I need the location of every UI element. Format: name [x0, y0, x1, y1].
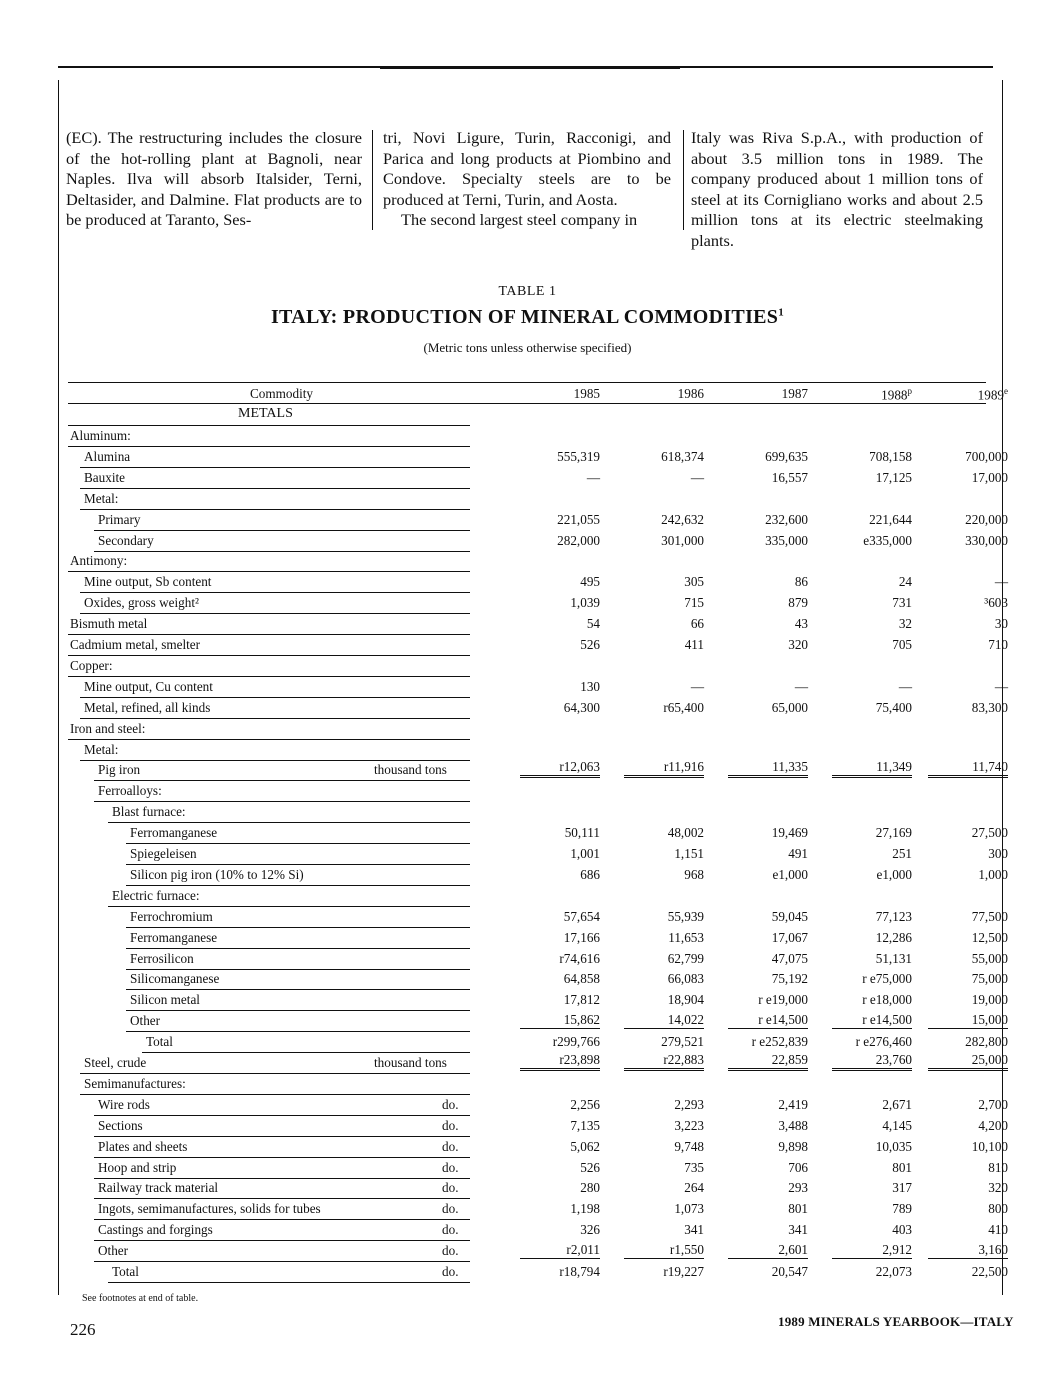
cell-value: 411 — [684, 637, 704, 652]
cell-value: 15,000 — [928, 1012, 1008, 1029]
cell-value: 55,939 — [667, 908, 704, 924]
cell-value: 341 — [788, 1222, 808, 1238]
row-label: Alumina — [84, 448, 131, 464]
row-label: Other — [98, 1243, 129, 1259]
table-row — [68, 677, 1008, 698]
header-year: 1986 — [677, 386, 704, 401]
header-year: 1988$^p$ — [881, 386, 912, 403]
cell-value: e1,000 — [876, 866, 912, 882]
row-unit: do. — [442, 1117, 459, 1133]
header-commodity: Commodity — [250, 386, 314, 401]
table-footnote: See footnotes at end of table. — [82, 1293, 199, 1304]
running-head: 1989 MINERALS YEARBOOK—ITALY — [778, 1314, 1014, 1329]
row-label: Electric furnace: — [112, 887, 200, 903]
cell-value: 2,256 — [570, 1096, 600, 1112]
cell-value: r e14,500 — [832, 1012, 912, 1029]
cell-value: r22,883 — [624, 1052, 704, 1071]
cell-value: 715 — [684, 595, 704, 611]
cell-value: 86 — [794, 574, 808, 590]
row-label: Copper: — [70, 657, 113, 673]
cell-value: r e75,000 — [862, 971, 912, 987]
table-row — [68, 551, 988, 572]
row-unit: do. — [442, 1264, 459, 1279]
cell-value: r2,011 — [520, 1242, 600, 1259]
cell-value: 77,123 — [875, 908, 912, 924]
cell-value: 495 — [580, 574, 600, 590]
column-divider — [372, 130, 373, 230]
table-row — [68, 1095, 1008, 1116]
row-label: Silicomanganese — [130, 971, 220, 987]
row-label: Plates and sheets — [98, 1138, 188, 1154]
cell-value: 221,644 — [869, 511, 912, 527]
table-row — [68, 489, 988, 510]
cell-value: 2,700 — [978, 1096, 1008, 1112]
cell-value: 282,000 — [557, 532, 600, 548]
cell-value: 618,374 — [661, 448, 704, 464]
row-label: Metal: — [84, 741, 119, 757]
table-row — [68, 802, 988, 823]
cell-value: 83,300 — [971, 699, 1008, 715]
row-label: Spiegeleisen — [130, 846, 197, 861]
cell-value: 27,500 — [971, 825, 1008, 841]
cell-value: 64,300 — [563, 699, 600, 715]
cell-value: r e19,000 — [758, 992, 808, 1008]
cell-value: 280 — [580, 1180, 600, 1196]
row-unit: do. — [442, 1096, 459, 1112]
cell-value: 18,904 — [667, 992, 704, 1008]
row-label: Ferromanganese — [130, 929, 218, 945]
cell-value: 305 — [684, 574, 704, 590]
cell-value: 11,653 — [668, 929, 704, 945]
cell-value: r65,400 — [663, 699, 704, 715]
row-unit: do. — [442, 1159, 459, 1175]
table-row — [68, 823, 1008, 844]
table-row — [68, 635, 1008, 656]
cell-value: 57,654 — [563, 908, 600, 924]
cell-value: 491 — [788, 846, 808, 861]
header-top-rule — [68, 382, 986, 383]
cell-value: 55,000 — [971, 950, 1008, 966]
page-number: 226 — [70, 1320, 96, 1339]
cell-value: 330,000 — [965, 532, 1008, 548]
table-row — [68, 468, 1008, 489]
row-label: Aluminum: — [70, 428, 131, 443]
cell-value: — — [994, 678, 1008, 694]
cell-value: 66 — [690, 616, 704, 632]
cell-value: 11,335 — [728, 759, 808, 778]
row-rule — [108, 1282, 470, 1283]
cell-value: 800 — [988, 1201, 1008, 1217]
cell-value: 2,419 — [778, 1096, 808, 1112]
left-margin-line — [58, 80, 59, 1295]
cell-value: 66,083 — [667, 971, 704, 987]
cell-value: 7,135 — [570, 1117, 600, 1133]
table-row — [68, 907, 1008, 928]
cell-value: 130 — [580, 678, 600, 694]
cell-value: r18,794 — [559, 1264, 600, 1279]
cell-value: 22,073 — [875, 1264, 912, 1279]
row-label: Secondary — [98, 532, 154, 548]
row-label: Total — [112, 1264, 139, 1279]
cell-value: 75,192 — [771, 971, 808, 987]
cell-value: 17,166 — [563, 929, 600, 945]
cell-value: 10,100 — [971, 1138, 1008, 1154]
cell-value: 699,635 — [765, 448, 808, 464]
cell-value: 526 — [580, 1159, 600, 1175]
table-row — [68, 593, 1008, 614]
cell-value: 3,488 — [778, 1117, 808, 1133]
cell-value: 59,045 — [771, 908, 808, 924]
cell-value: 708,158 — [869, 448, 912, 464]
cell-value: 16,557 — [771, 469, 808, 485]
cell-value: 1,198 — [570, 1201, 600, 1217]
cell-value: 968 — [684, 866, 704, 882]
row-label: Railway track material — [98, 1180, 219, 1196]
cell-value: 4,145 — [882, 1117, 912, 1133]
cell-value: 11,740 — [928, 759, 1008, 778]
cell-value: — — [994, 574, 1008, 590]
table-row — [68, 1178, 1008, 1199]
cell-value: — — [690, 678, 704, 694]
cell-value: 54 — [586, 616, 600, 632]
cell-value: 731 — [892, 595, 912, 611]
table-row — [68, 1220, 1008, 1241]
table-label: TABLE 1 — [498, 284, 557, 299]
row-label: Cadmium metal, smelter — [70, 637, 201, 652]
cell-value: — — [794, 678, 808, 694]
cell-value: e1,000 — [772, 866, 808, 882]
row-label: Steel, crude — [84, 1055, 147, 1070]
section-metals: METALS — [238, 406, 293, 421]
cell-value: 17,000 — [971, 469, 1008, 485]
table-title: ITALY: PRODUCTION OF MINERAL COMMODITIES$^1$ — [270, 306, 785, 328]
cell-value: 19,469 — [771, 825, 808, 841]
cell-value: 9,748 — [674, 1138, 704, 1154]
cell-value: 341 — [684, 1222, 704, 1238]
row-label: Hoop and strip — [98, 1159, 177, 1175]
table-row — [68, 865, 1008, 886]
cell-value: 410 — [988, 1222, 1008, 1238]
table-row — [68, 990, 1008, 1011]
cell-value: 320 — [788, 637, 808, 652]
row-label: Sections — [98, 1117, 143, 1133]
cell-value: 279,521 — [661, 1034, 704, 1050]
row-label: Pig iron — [98, 762, 141, 778]
row-label: Ferrosilicon — [130, 950, 194, 966]
row-label: Silicon pig iron (10% to 12% Si) — [130, 866, 304, 882]
cell-value: 2,601 — [728, 1242, 808, 1259]
cell-value: 282,800 — [965, 1034, 1008, 1050]
cell-value: 22,500 — [971, 1264, 1008, 1279]
row-unit: thousand tons — [374, 1055, 447, 1070]
table-row — [68, 1052, 1008, 1074]
cell-value: 335,000 — [765, 532, 808, 548]
cell-value: 320 — [988, 1180, 1008, 1196]
row-label: Ferromanganese — [130, 825, 218, 841]
cell-value: r e276,460 — [855, 1034, 912, 1050]
table-row — [68, 510, 1008, 531]
cell-value: 30 — [994, 616, 1008, 632]
table-row — [68, 1241, 1008, 1262]
cell-value: 801 — [892, 1159, 912, 1175]
cell-value: 15,862 — [520, 1012, 600, 1029]
cell-value: 51,131 — [875, 950, 912, 966]
cell-value: 317 — [892, 1180, 912, 1196]
cell-value: 47,075 — [771, 950, 808, 966]
row-label: Iron and steel: — [70, 720, 146, 736]
cell-value: 3,223 — [674, 1117, 704, 1133]
cell-value: 17,812 — [563, 992, 600, 1008]
cell-value: 32 — [898, 616, 912, 632]
table-row — [68, 740, 988, 761]
cell-value: 24 — [898, 574, 912, 590]
cell-value: r23,898 — [520, 1052, 600, 1071]
cell-value: 801 — [788, 1201, 808, 1217]
cell-value: 12,286 — [875, 929, 912, 945]
cell-value: 9,898 — [778, 1138, 808, 1154]
cell-value: 11,349 — [832, 759, 912, 778]
cell-value: 242,632 — [661, 511, 704, 527]
cell-value: 251 — [892, 846, 912, 861]
row-unit: do. — [442, 1138, 459, 1154]
row-label: Total — [146, 1034, 173, 1050]
table-row — [68, 928, 1008, 949]
cell-value: 75,400 — [875, 699, 912, 715]
cell-value: 1,001 — [570, 846, 600, 861]
cell-value: r74,616 — [559, 950, 600, 966]
table-row — [68, 759, 1008, 781]
row-label: Ferroalloys: — [98, 783, 162, 799]
cell-value: — — [898, 678, 912, 694]
row-unit: do. — [442, 1222, 459, 1238]
table-row — [68, 426, 988, 447]
cell-value: ³603 — [984, 595, 1008, 611]
table-row — [68, 886, 988, 907]
cell-value: 14,022 — [624, 1012, 704, 1029]
cell-value: 2,293 — [674, 1096, 704, 1112]
table-subtitle: (Metric tons unless otherwise specified) — [423, 340, 632, 355]
cell-value: 12,500 — [971, 929, 1008, 945]
header-year: 1989e — [977, 386, 1008, 403]
table-row — [68, 781, 988, 802]
row-label: Metal, refined, all kinds — [84, 699, 211, 715]
cell-value: — — [690, 469, 704, 485]
cell-value: 19,000 — [971, 992, 1008, 1008]
table-row — [68, 1158, 1008, 1179]
row-label: Antimony: — [70, 553, 128, 569]
cell-value: r e18,000 — [862, 992, 912, 1008]
cell-value: 1,151 — [674, 846, 704, 861]
cell-value: 17,067 — [771, 929, 808, 945]
row-unit: do. — [442, 1243, 459, 1259]
cell-value: 700,000 — [965, 448, 1008, 464]
cell-value: 706 — [788, 1159, 808, 1175]
cell-value: 1,000 — [978, 866, 1008, 882]
table-row — [68, 1032, 1008, 1053]
table-row — [68, 1199, 1008, 1220]
cell-value: 232,600 — [765, 511, 808, 527]
column-divider — [683, 130, 684, 230]
cell-value: 22,859 — [728, 1052, 808, 1071]
cell-value: 526 — [580, 637, 600, 652]
row-label: Primary — [98, 511, 141, 527]
cell-value: 23,760 — [832, 1052, 912, 1071]
cell-value: 25,000 — [928, 1052, 1008, 1071]
text-column-2: tri, Novi Ligure, Turin, Racconigi, and Parica and long products at Piombino and Condove. Specialty steels are to be produced at Terni, Turin, and Aosta. The second largest steel company in — [383, 128, 671, 229]
table-row — [68, 844, 1008, 865]
cell-value: r e14,500 — [728, 1012, 808, 1029]
row-label: Mine output, Sb content — [84, 574, 212, 590]
cell-value: 301,000 — [661, 532, 704, 548]
row-label: Other — [130, 1013, 161, 1029]
cell-value: 705 — [892, 637, 912, 652]
table-row — [68, 949, 1008, 970]
cell-value: 20,547 — [771, 1264, 808, 1279]
cell-value: 789 — [892, 1201, 912, 1217]
cell-value: 2,671 — [882, 1096, 912, 1112]
table-row — [68, 447, 1008, 468]
table-row — [68, 572, 1008, 593]
cell-value: 3,160 — [928, 1242, 1008, 1259]
header-year: 1987 — [781, 386, 808, 401]
cell-value: 735 — [684, 1159, 704, 1175]
cell-value: 17,125 — [875, 469, 912, 485]
cell-value: 62,799 — [667, 950, 704, 966]
cell-value: 27,169 — [875, 825, 912, 841]
table-row — [68, 656, 988, 677]
row-label: Silicon metal — [130, 992, 200, 1008]
row-label: Ingots, semimanufactures, solids for tubes — [98, 1201, 321, 1217]
row-label: Semimanufactures: — [84, 1075, 186, 1091]
cell-value: e335,000 — [863, 532, 912, 548]
cell-value: 710 — [988, 637, 1008, 652]
row-unit: thousand tons — [374, 762, 447, 778]
cell-value: 326 — [580, 1222, 600, 1238]
cell-value: r1,550 — [624, 1242, 704, 1259]
table-row — [68, 1137, 1008, 1158]
cell-value: — — [586, 469, 600, 485]
cell-value: 810 — [988, 1159, 1008, 1175]
cell-value: 220,000 — [965, 511, 1008, 527]
cell-value: r e252,839 — [751, 1034, 808, 1050]
row-unit: do. — [442, 1180, 459, 1196]
cell-value: 75,000 — [971, 971, 1008, 987]
cell-value: 10,035 — [875, 1138, 912, 1154]
table-row — [68, 1116, 1008, 1137]
cell-value: 300 — [988, 846, 1008, 861]
row-label: Blast furnace: — [112, 804, 186, 820]
header-year: 1985 — [573, 386, 600, 401]
table-row — [68, 719, 988, 740]
cell-value: r11,916 — [624, 759, 704, 778]
table-row — [68, 531, 1008, 552]
table-row — [68, 698, 1008, 719]
cell-value: 2,912 — [832, 1242, 912, 1259]
cell-value: 4,200 — [978, 1117, 1008, 1133]
cell-value: 403 — [892, 1222, 912, 1238]
cell-value: 555,319 — [557, 448, 600, 464]
row-label: Bauxite — [84, 469, 126, 485]
cell-value: 293 — [788, 1180, 808, 1196]
table-row — [68, 1011, 1008, 1032]
cell-value: 65,000 — [771, 699, 808, 715]
cell-value: 264 — [684, 1180, 704, 1196]
cell-value: 221,055 — [557, 511, 600, 527]
text-column-1: (EC). The restructuring includes the closure of the hot-rolling plant at Bagnoli, near Naples. Ilva will absorb Italsider, Terni, Deltasider, and Dalmine. Flat products are to be produced at Taranto, Ses- — [66, 128, 362, 229]
cell-value: 64,858 — [563, 971, 600, 987]
table-row — [68, 1074, 988, 1095]
row-label: Castings and forgings — [98, 1222, 213, 1238]
cell-value: 879 — [788, 595, 808, 611]
header-mid-rule — [68, 403, 986, 404]
cell-value: 43 — [794, 616, 808, 632]
row-label: Ferrochromium — [130, 908, 213, 924]
row-unit: do. — [442, 1201, 459, 1217]
row-label: Metal: — [84, 490, 119, 506]
cell-value: 77,500 — [971, 908, 1008, 924]
table-row — [68, 969, 1008, 990]
row-label: Mine output, Cu content — [84, 678, 213, 694]
cell-value: 1,073 — [674, 1201, 704, 1217]
row-label: Bismuth metal — [70, 616, 148, 632]
cell-value: 5,062 — [570, 1138, 600, 1154]
cell-value: r12,063 — [520, 759, 600, 778]
cell-value: 1,039 — [570, 595, 600, 611]
cell-value: 48,002 — [667, 825, 704, 841]
cell-value: r299,766 — [552, 1034, 600, 1050]
row-label: Wire rods — [98, 1096, 150, 1112]
cell-value: r19,227 — [663, 1264, 704, 1279]
text-column-3: Italy was Riva S.p.A., with production of about 3.5 million tons in 1989. The company produced about 1 million tons of steel at its Cornigliano works and about 2.5 million tons at its electric steelmaking plants. — [691, 128, 983, 250]
top-rule-accent — [380, 66, 680, 69]
cell-value: 686 — [580, 866, 600, 882]
table-row — [68, 614, 1008, 635]
cell-value: 50,111 — [564, 825, 600, 841]
table-row — [68, 1262, 1008, 1283]
row-label: Oxides, gross weight² — [84, 595, 199, 611]
